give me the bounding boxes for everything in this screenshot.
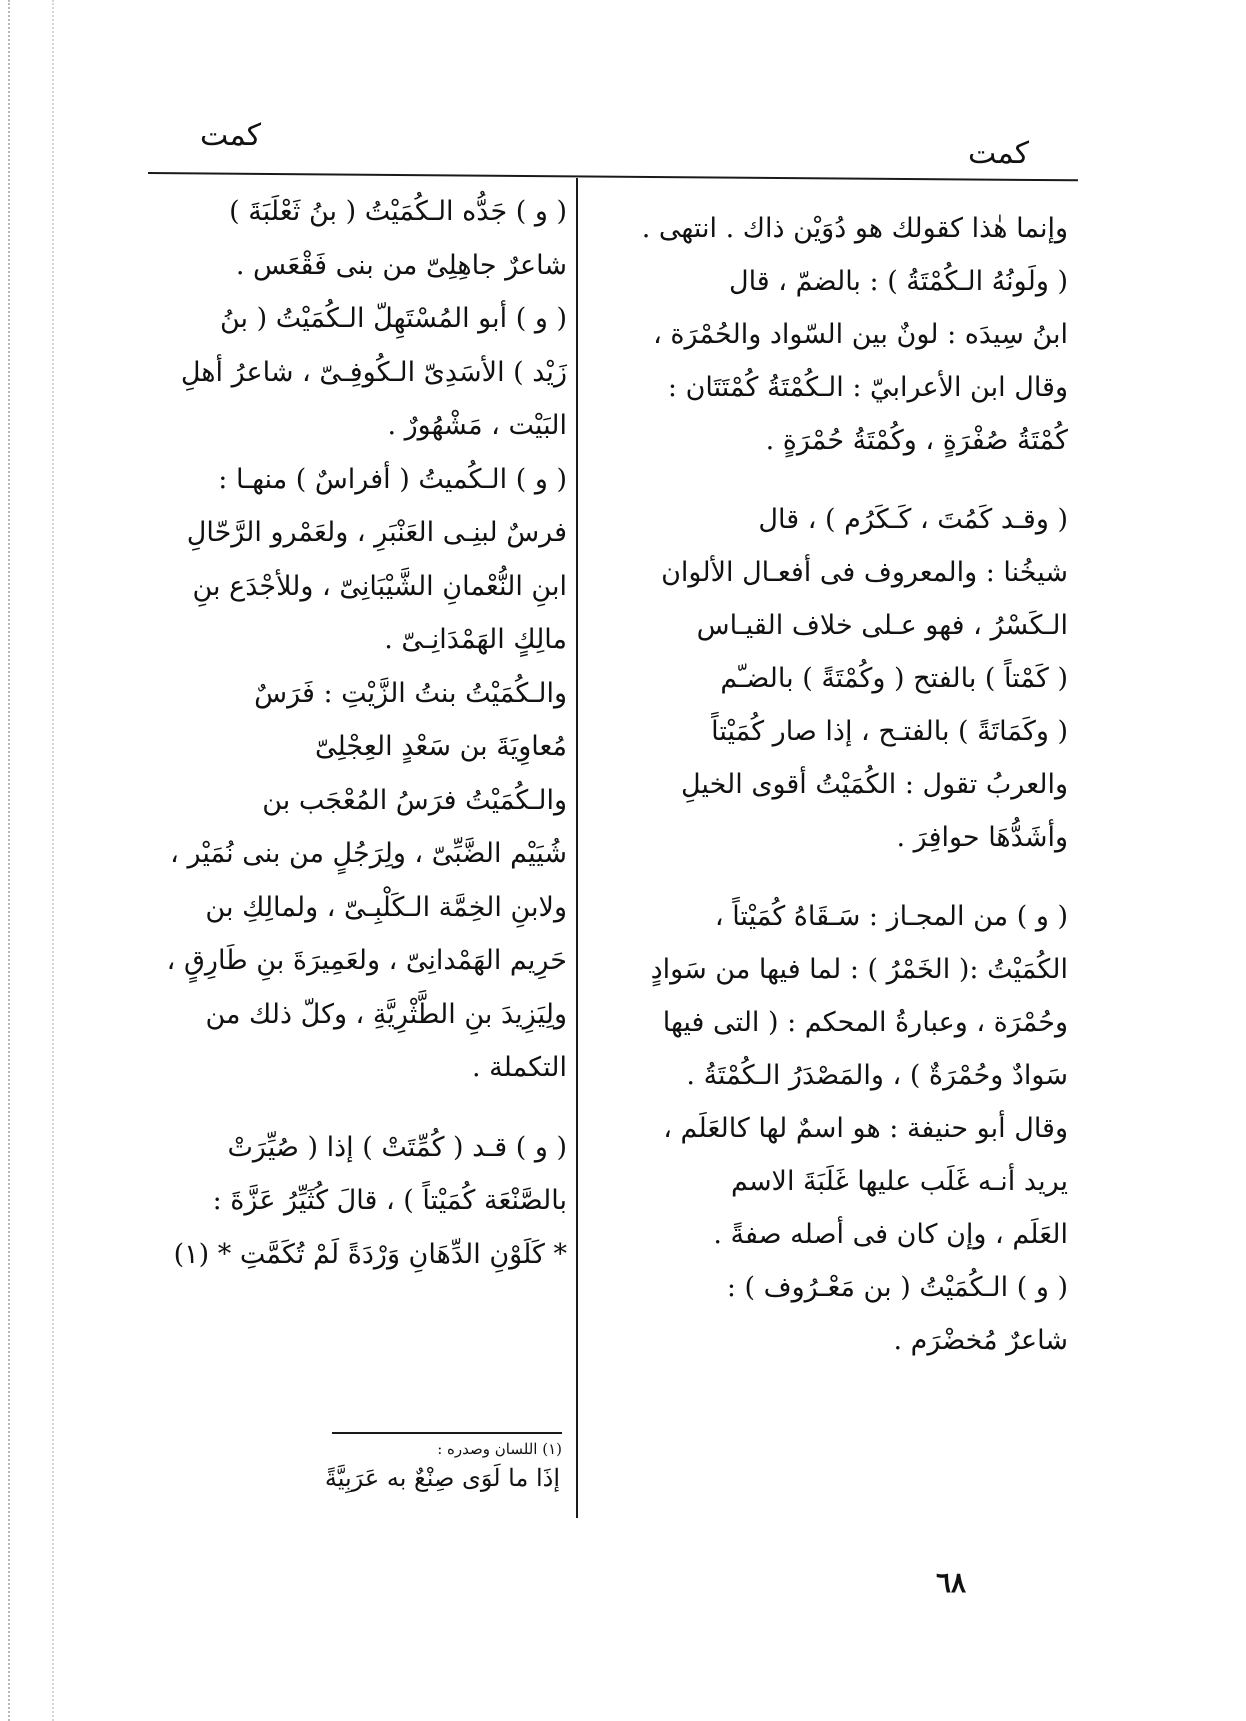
text-line: ( كَمْتاً ) بالفتح ( وكُمْتَةً ) بالضـّم <box>720 663 1068 694</box>
text-line: ولابنِ الخِمَّة الـكَلْبِـىّ ، ولمالِكِ بن <box>205 891 567 923</box>
footnote-rule <box>332 1432 562 1434</box>
text-line: وقال أبو حنيفة : هو اسمٌ لها كالعَلَم ، <box>663 1113 1068 1144</box>
text-line: ( وكَمَاتَةً ) بالفتـح ، إذا صار كُمَيْتاً <box>711 716 1068 747</box>
text-line: شاعرٌ مُخضْرَم . <box>893 1325 1068 1356</box>
text-line: كُمْتَةُ صُفْرَةٍ ، وكُمْتَةُ حُمْرَةٍ . <box>765 425 1068 456</box>
text-line: الـكَسْرُ ، فهو عـلى خلاف القيـاس <box>696 610 1068 641</box>
text-line: وإنما هٰذا كقولك هو دُوَيْن ذاك . انتهى . <box>641 213 1068 244</box>
text-line: والـكُمَيْتُ فرَسُ المُعْجَب بن <box>262 784 567 816</box>
text-line: وقال ابن الأعرابيّ : الـكُمْتَةُ كُمْتَتَان : <box>667 372 1068 403</box>
text-line: وحُمْرَة ، وعبارةُ المحكم : ( التى فيها <box>662 1007 1068 1038</box>
column-divider <box>576 178 578 1518</box>
text-line: ( و ) قـد ( كُمِّتَتْ ) إذا ( صُيِّرَتْ <box>227 1131 567 1163</box>
header-rule <box>148 172 1078 181</box>
text-line: شاعرٌ جاهِلِىّ من بنى فَقْعَس . <box>235 249 567 281</box>
page-number: ٦٨ <box>936 1566 967 1599</box>
text-line: ابنُ سِيدَه : لونٌ بين السّواد والحُمْرَة ، <box>653 319 1068 350</box>
text-line: شُيَيْم الضَّبِّىّ ، ولِرَجُلٍ من بنى نُمَيْر ، <box>170 838 567 869</box>
text-line: ( و ) جَدُّه الـكُمَيْتُ ( بنُ ثَعْلَبَةَ ) <box>229 196 567 227</box>
text-line: وأشَدُّهَا حوافِرَ . <box>896 822 1068 853</box>
text-line: الكُمَيْتُ :( الخَمْرُ ) : لما فيها من سَوادٍ <box>650 954 1068 985</box>
verse-line: * كَلَوْنِ الدِّهَانِ وَرْدَةً لَمْ تُكَمَّتِ * (١) <box>173 1238 567 1270</box>
left-column <box>112 185 567 1281</box>
running-head-right: كمت <box>968 136 1030 171</box>
text-line: ( و ) أبو المُسْتَهِلّ الـكُمَيْتُ ( بنُ <box>219 303 567 334</box>
footnote-label: (١) اللسان وصدره : <box>437 1440 562 1458</box>
footnote-verse: إذَا ما لَوَى صِنْعٌ به عَرَبِيَّةً <box>324 1464 560 1492</box>
text-line: ولِيَزِيدَ بنِ الطَّثْرِيَّةِ ، وكلّ ذلك من <box>205 998 567 1030</box>
right-column <box>628 202 1068 1367</box>
text-line: يريد أنـه غَلَب عليها غَلَبَةَ الاسم <box>730 1166 1068 1197</box>
text-line: شيخُنا : والمعروف فى أفعـال الألوان <box>661 557 1068 588</box>
text-line: والعربُ تقول : الكُمَيْتُ أقوى الخيلِ <box>680 769 1068 800</box>
text-line: ( وقـد كَمُتَ ، كَـكَرُم ) ، قال <box>758 504 1068 535</box>
text-line: والـكُمَيْتُ بنتُ الزَّيْتِ : فَرَسٌ <box>254 677 567 709</box>
text-line: سَوادٌ وحُمْرَةٌ ) ، والمَصْدَرُ الـكُمْتَةُ . <box>686 1060 1068 1091</box>
text-line: العَلَم ، وإن كان فى أصله صفةً . <box>713 1219 1068 1250</box>
text-line: زَيْد ) الأسَدِىّ الـكُوفِـىّ ، شاعرُ أهلِ <box>180 356 567 388</box>
running-head-left: كمت <box>200 118 262 153</box>
text-line: التكملة . <box>472 1052 567 1083</box>
text-line: ( ولَونُهُ الـكُمْتَةُ ) : بالضمّ ، قال <box>728 266 1068 297</box>
text-line: ( و ) الـكُمَيْتُ ( بن مَعْـرُوف ) : <box>726 1272 1068 1303</box>
text-line: بالصَّنْعَة كُمَيْتاً ) ، قالَ كُثَيِّرُ عَزَّةَ : <box>212 1185 567 1216</box>
text-line: حَرِيم الهَمْدانِىّ ، ولعَمِيرَةَ بنِ طَارِقٍ ، <box>166 945 567 976</box>
text-line: فرسٌ لبنِـى العَنْبَرِ ، ولعَمْرو الرَّحّالِ <box>186 517 567 548</box>
text-line: ( و ) الـكُميتُ ( أفراسٌ ) منهـا : <box>218 463 567 495</box>
text-line: ابنِ النُّعْمانِ الشَّيْبَانِىّ ، وللأجْدَع بنِ <box>192 570 567 602</box>
text-line: مُعاوِيَةَ بن سَعْدٍ العِجْلِىّ <box>314 731 567 762</box>
scan-edge-dots-faint <box>52 0 54 1721</box>
scan-edge-dots <box>8 0 10 1721</box>
text-line: ( و ) من المجـاز : سَـقَاهُ كُمَيْتاً ، <box>714 901 1068 932</box>
text-line: البَيْت ، مَشْهُورٌ . <box>387 410 567 441</box>
text-line: مالِكٍ الهَمْدَانِـىّ . <box>384 624 567 655</box>
